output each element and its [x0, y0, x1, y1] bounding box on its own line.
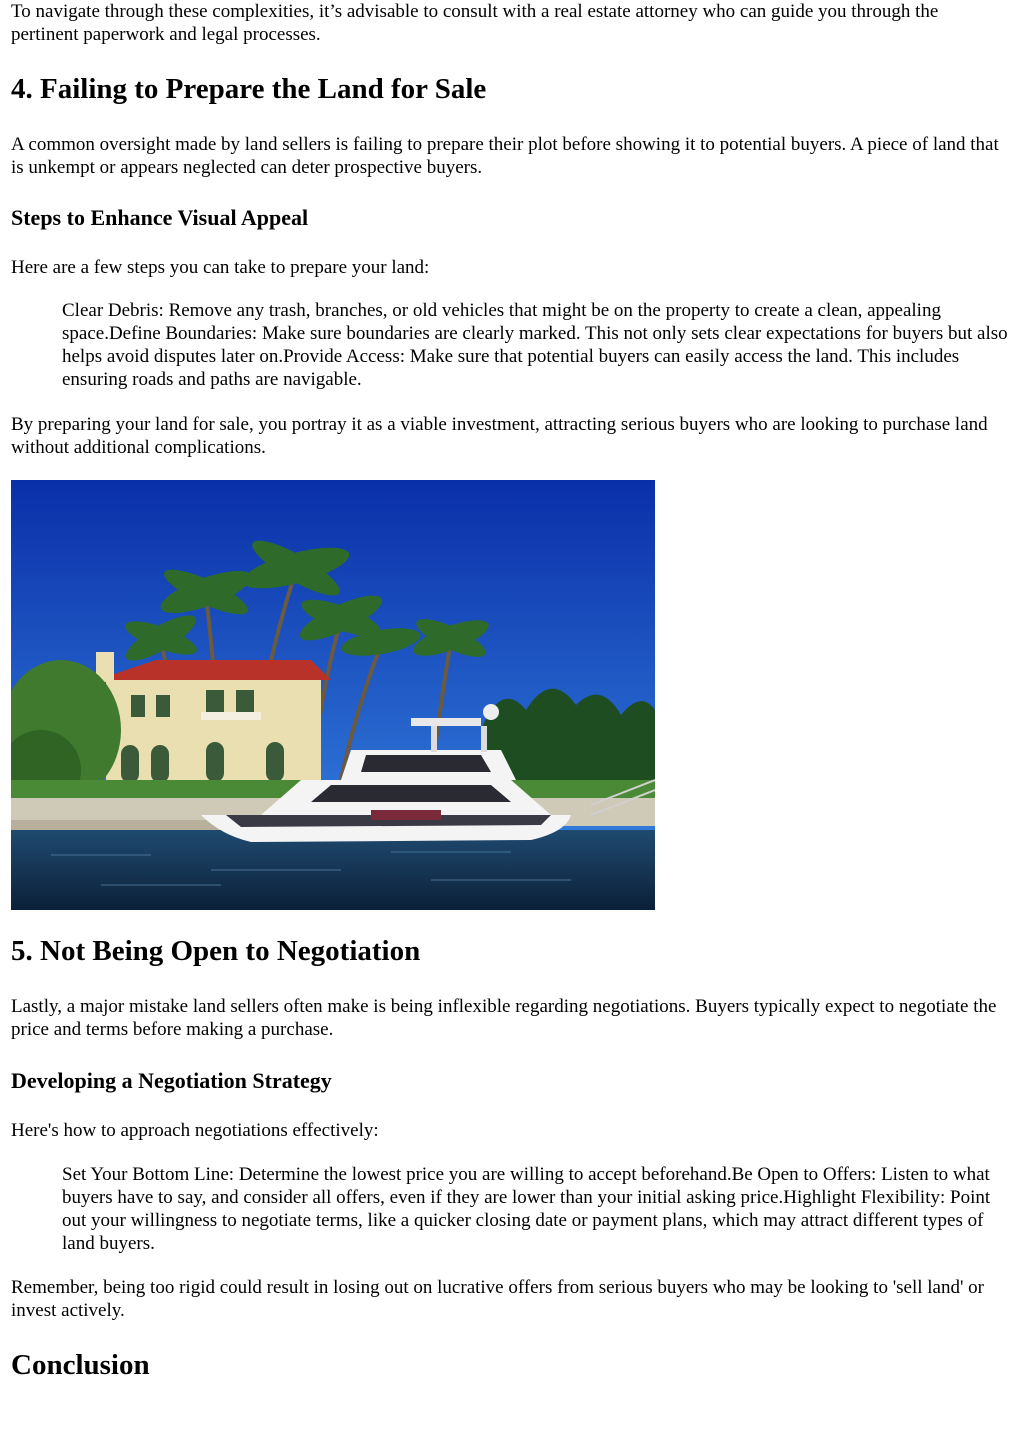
waterfront-yacht-photo — [11, 480, 655, 910]
section-5-heading: 5. Not Being Open to Negotiation — [11, 935, 421, 967]
balcony — [201, 712, 261, 720]
section-4-subheading: Steps to Enhance Visual Appeal — [11, 205, 309, 230]
section-4-closing: By preparing your land for sale, you portray it as a viable investment, attracting serious buyers who are looking to purchase land without additional complications. — [11, 414, 988, 458]
section-5-paragraph: Lastly, a major mistake land sellers often make is being inflexible regarding negotiations. Buyers typically expect to negotiate the price and terms before making a purchase. — [11, 996, 997, 1040]
section-5-steps-list: Set Your Bottom Line: Determine the lowest price you are willing to accept beforehand.Be Open to Offers: Listen to what buyers have to say, and consider all offers, even if they are lower than your initial asking price.Highlight Flexibility: Point out your willingness to negotiate terms, like a quicker closing date or payment plans, which may attract different types of land buyers. — [62, 1164, 991, 1254]
section-4-steps-list: Clear Debris: Remove any trash, branches, or old vehicles that might be on the property to create a clean, appealing space.Define Boundaries: Make sure boundaries are clearly marked. This not only sets clear expectations for buyers but also helps avoid disputes later on.Provide Access: Make sure that potential buyers can easily access the land. This includes ensuring roads and paths are navigable. — [62, 300, 1008, 390]
section-4-lead-in: Here are a few steps you can take to prepare your land: — [11, 257, 430, 278]
section-4-paragraph: A common oversight made by land sellers is failing to prepare their plot before showing it to potential buyers. A piece of land that is unkempt or appears neglected can deter prospective buyers. — [11, 134, 999, 178]
intro-paragraph: To navigate through these complexities, it’s advisable to consult with a real estate attorney who can guide you through the pertinent paperwork and legal processes. — [11, 1, 939, 45]
section-5-closing: Remember, being too rigid could result in losing out on lucrative offers from serious buyers who may be looking to 'sell land' or invest actively. — [11, 1277, 984, 1321]
conclusion-heading: Conclusion — [11, 1349, 150, 1381]
section-4-heading: 4. Failing to Prepare the Land for Sale — [11, 73, 487, 105]
section-5-subheading: Developing a Negotiation Strategy — [11, 1068, 332, 1093]
photo-illustration — [11, 480, 655, 910]
section-5-lead-in: Here's how to approach negotiations effectively: — [11, 1120, 379, 1141]
